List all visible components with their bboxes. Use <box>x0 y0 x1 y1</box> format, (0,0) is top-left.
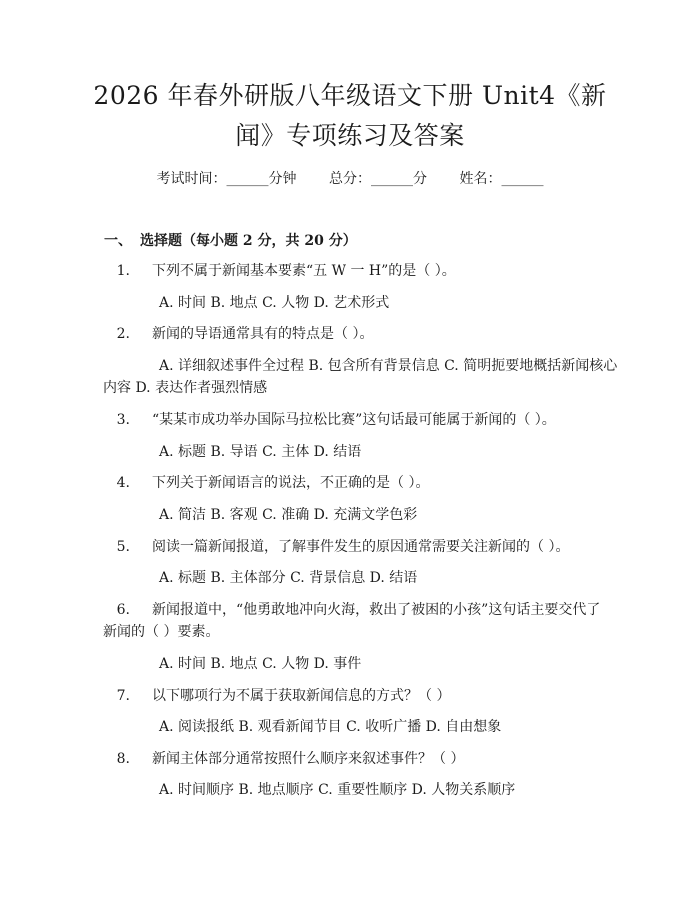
question-8-options: A. 时间顺序 B. 地点顺序 C. 重要性顺序 D. 人物关系顺序 <box>159 782 516 798</box>
question-number: 6. <box>116 602 130 618</box>
question-number: 5. <box>116 539 130 555</box>
exam-score: 总分：______分 <box>329 171 427 187</box>
question-2-options: A. 详细叙述事件全过程 B. 包含所有背景信息 C. 简明扼要地概括新闻核心内容 D. 表达作者强烈情感 <box>103 358 618 396</box>
section-number: 一、 <box>104 233 132 249</box>
question-6-options: A. 时间 B. 地点 C. 人物 D. 事件 <box>159 656 362 672</box>
title-line-2: 闻》专项练习及答案 <box>235 121 465 150</box>
question-text: 阅读一篇新闻报道，了解事件发生的原因通常需要关注新闻的（ ）。 <box>152 539 570 555</box>
question-number: 8. <box>116 751 130 767</box>
question-text: “某某市成功举办国际马拉松比赛”这句话最可能属于新闻的（ ）。 <box>152 412 556 428</box>
question-6 <box>103 599 603 643</box>
exam-time: 考试时间：______分钟 <box>156 171 297 187</box>
question-5-options: A. 标题 B. 主体部分 C. 背景信息 D. 结语 <box>159 570 418 586</box>
question-number: 1. <box>116 263 130 279</box>
question-text: 下列关于新闻语言的说法，不正确的是（ ）。 <box>152 475 430 491</box>
question-text: 新闻主体部分通常按照什么顺序来叙述事件？（ ） <box>152 751 465 767</box>
question-text: 以下哪项行为不属于获取新闻信息的方式？（ ） <box>152 688 451 704</box>
question-number: 7. <box>116 688 130 704</box>
question-8 <box>103 748 603 770</box>
question-4-options: A. 简洁 B. 客观 C. 准确 D. 充满文学色彩 <box>159 507 418 523</box>
question-5 <box>103 536 633 558</box>
exam-name: 姓名：______ <box>459 171 544 187</box>
question-7 <box>103 685 603 707</box>
question-7-options: A. 阅读报纸 B. 观看新闻节目 C. 收听广播 D. 自由想象 <box>159 719 502 735</box>
question-number: 4. <box>116 475 130 491</box>
document-title <box>60 76 640 156</box>
title-line-1: 2026 年春外研版八年级语文下册 Unit4《新 <box>93 81 607 110</box>
question-4 <box>103 472 603 494</box>
question-1-options: A. 时间 B. 地点 C. 人物 D. 艺术形式 <box>159 295 390 311</box>
question-3 <box>103 409 633 431</box>
section-heading <box>104 230 357 250</box>
question-text: 新闻报道中，“他勇敢地冲向火海，救出了被困的小孩”这句话主要交代了新闻的（ ）要素。 <box>103 602 601 640</box>
question-1 <box>103 260 603 282</box>
question-number: 3. <box>116 412 130 428</box>
question-2 <box>103 323 603 345</box>
question-3-options: A. 标题 B. 导语 C. 主体 D. 结语 <box>159 444 362 460</box>
exam-meta <box>0 168 700 188</box>
question-text: 新闻的导语通常具有的特点是（ ）。 <box>152 326 374 342</box>
question-number: 2. <box>116 326 130 342</box>
question-text: 下列不属于新闻基本要素“五 W 一 H”的是（ ）。 <box>152 263 456 279</box>
section-label: 选择题（每小题 2 分，共 20 分） <box>140 233 357 249</box>
